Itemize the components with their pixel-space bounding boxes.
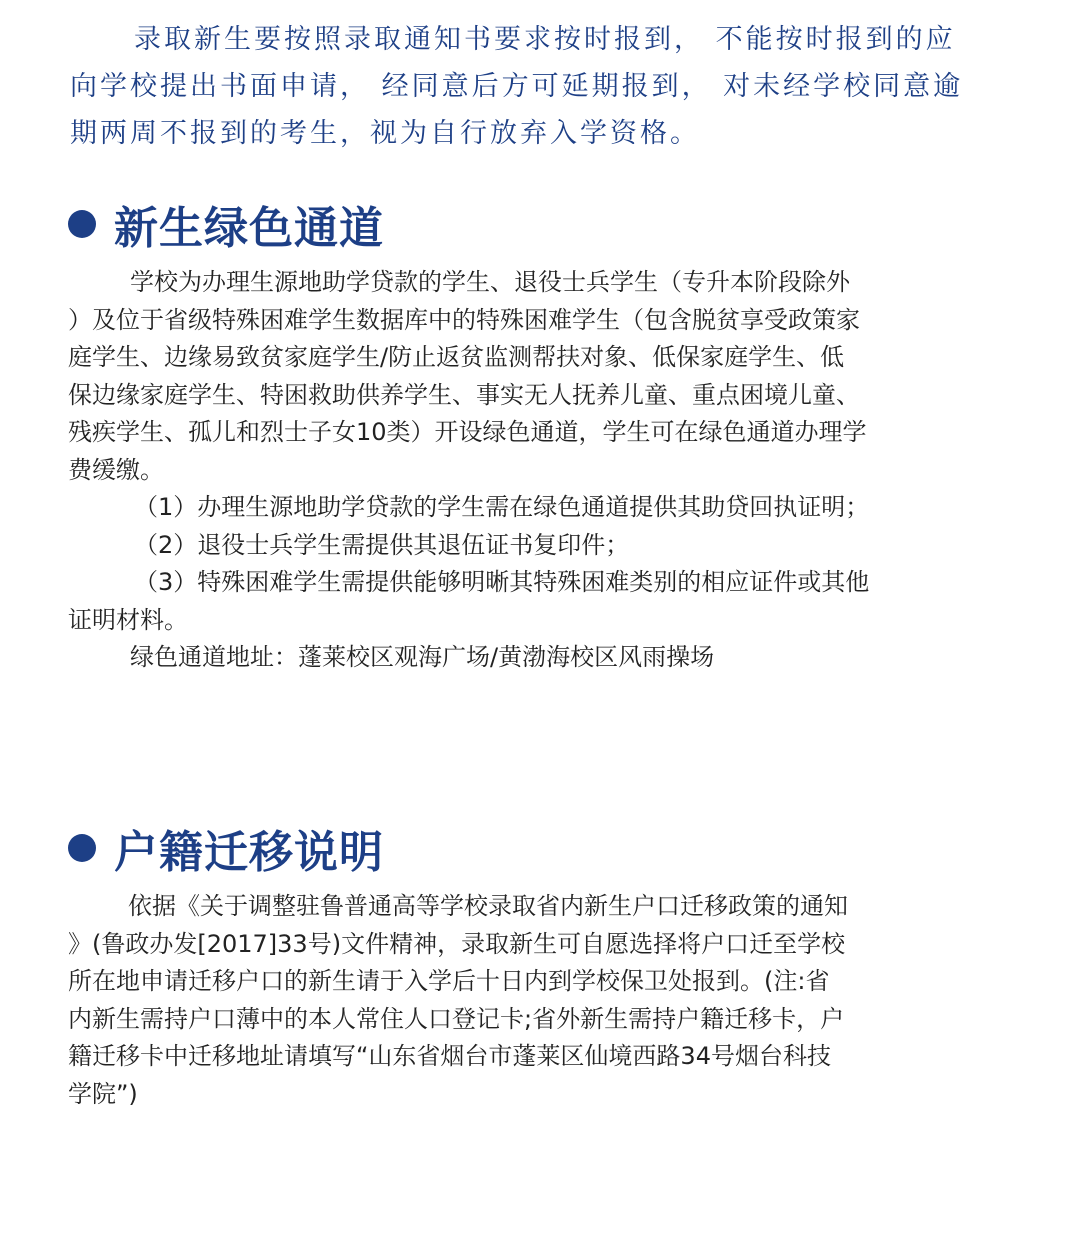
body-line: 学院”)	[68, 1079, 138, 1108]
body-line: 证明材料。	[68, 605, 188, 634]
body-line: 学校为办理生源地助学贷款的学生、退役士兵学生（专升本阶段除外	[130, 268, 850, 296]
intro-line: 期两周不报到的考生，视为自行放弃入学资格。	[70, 118, 700, 149]
body-line: 费缓缴。	[68, 455, 164, 484]
body-line: 籍迁移卡中迁移地址请填写“山东省烟台市蓬莱区仙境西路34号烟台科技	[68, 1042, 831, 1070]
green-channel-address: 绿色通道地址：蓬莱校区观海广场/黄渤海校区风雨操场	[130, 643, 715, 671]
body-line: 所在地申请迁移户口的新生请于入学后十日内到学校保卫处报到。(注:省	[68, 967, 830, 995]
body-line: 残疾学生、孤儿和烈士子女10类）开设绿色通道，学生可在绿色通道办理学	[68, 418, 867, 446]
body-line: 依据《关于调整驻鲁普通高等学校录取省内新生户口迁移政策的通知	[128, 892, 848, 920]
intro-line: 录取新生要按照录取通知书要求按时报到， 不能按时报到的应	[134, 24, 956, 55]
body-line: 保边缘家庭学生、特困救助供养学生、事实无人抚养儿童、重点困境儿童、	[68, 380, 860, 409]
body-line: 》(鲁政办发[2017]33号)文件精神，录取新生可自愿选择将户口迁至学校	[68, 929, 846, 958]
section-title: 新生绿色通道	[114, 203, 384, 254]
body-line: 庭学生、边缘易致贫家庭学生/防止返贫监测帮扶对象、低保家庭学生、低	[68, 343, 845, 371]
body-line: ）及位于省级特殊困难学生数据库中的特殊困难学生（包含脱贫享受政策家	[68, 305, 860, 334]
household-transfer-body	[68, 888, 1018, 1113]
bullet-dot-icon	[68, 834, 96, 862]
section-heading-household-transfer	[68, 816, 384, 880]
intro-line: 向学校提出书面申请， 经同意后方可延期报到， 对未经学校同意逾	[70, 71, 964, 102]
body-line: 内新生需持户口薄中的本人常住人口登记卡;省外新生需持户籍迁移卡，户	[68, 1004, 845, 1033]
list-item: （2）退役士兵学生需提供其退伍证书复印件；	[134, 530, 630, 559]
list-item: （1）办理生源地助学贷款的学生需在绿色通道提供其助贷回执证明；	[134, 493, 870, 521]
green-channel-body	[68, 264, 1018, 677]
intro-paragraph	[70, 16, 1020, 157]
list-item: （3）特殊困难学生需提供能够明晰其特殊困难类别的相应证件或其他	[134, 568, 870, 596]
section-heading-green-channel	[68, 192, 384, 256]
bullet-dot-icon	[68, 210, 96, 238]
section-title: 户籍迁移说明	[114, 827, 384, 878]
